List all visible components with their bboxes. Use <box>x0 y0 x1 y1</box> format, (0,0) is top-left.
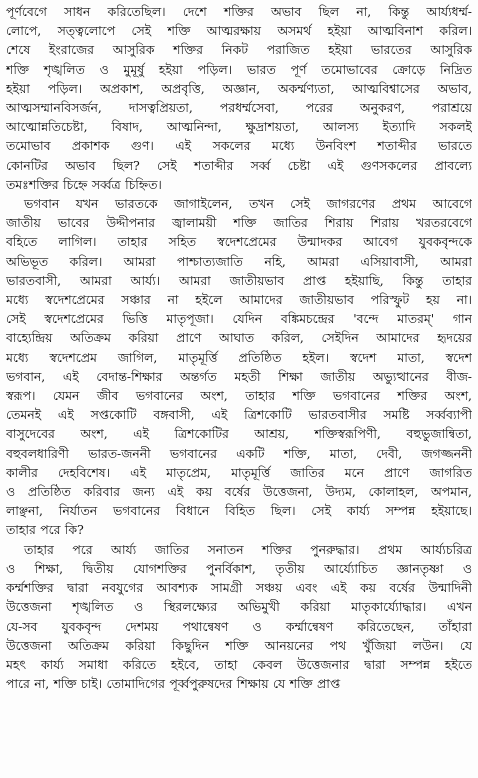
text-line: কোনটির অভাব ছিল? সেই শতাব্দীর সর্ব্ব চেষ্টা এই গুণসকলের প্রাবল্যে <box>6 157 472 173</box>
text-line: শক্তি শৃঙ্খলিত ও মুমূর্ষু হইয়া পড়িল। ভারত পূর্ণ তমোভাবের ক্রোড়ে নিদ্রিত <box>6 61 472 77</box>
text-line: বাসুদেবের অংশ, এই ত্রিশকোটির আশ্রয়, শক্তিস্বরূপিণী, বহুভুজান্বিতা, <box>6 426 472 442</box>
text-line: পূর্ণবেগে সাধন করিতেছিল। দেশে শক্তির অভাব ছিল না, কিন্তু আর্য্যধর্ম্ম- <box>6 4 472 19</box>
paragraph-1 <box>6 2 472 194</box>
text-line: তমঃশক্তির চিহ্নে সর্ব্বত্র চিহ্নিত। <box>6 176 162 192</box>
text-line: আত্মোন্নতিচেষ্টা, বিষাদ, আত্মনিন্দা, ক্ষুদ্রাশয়তা, আলস্য ইত্যাদি সকলই <box>6 119 472 135</box>
text-line: তাহার পরে কি? <box>6 522 84 538</box>
text-line: কালীর দেহবিশেষ। এই মাতৃপ্রেম, মাতৃমূর্ত্তি জাতির মনে প্রাণে জাগরিত <box>6 464 472 480</box>
text-line: ও প্রতিষ্ঠিত করিবার জন্য এই কয় বর্ষের উত্তেজনা, উদ্যম, কোলাহল, অপমান, <box>6 484 472 500</box>
text-line: তমোভাব প্রকাশক গুণ। এই সকলের মধ্যে উনবিংশ শতাব্দীর ভারতে <box>6 138 472 154</box>
text-line: অভিভূত করিল। আমরা পাশ্চাত্যজাতি নহি, আমরা এসিয়াবাসী, আমরা <box>6 253 472 269</box>
text-line: আত্মসম্মানবিসর্জন, দাসত্বপ্রিয়তা, পরধর্ম্মসেবা, পরের অনুকরণ, পরাশ্রয়ে <box>6 100 472 116</box>
text-line: হইয়া পড়িল। অপ্রকাশ, অপ্রবৃত্তি, অজ্ঞান, অকর্ম্মণ্যতা, আত্মবিশ্বাসের অভাব, <box>6 80 472 96</box>
text-line: যে-সব যুবকবৃন্দ দেশময় পথান্বেষণ ও কর্ম্মান্বেষণ করিতেছেন, তাঁহারা <box>6 618 472 634</box>
text-line: বাহ্যেন্দ্রিয় অতিক্রম করিয়া প্রাণে আঘাত করিল, সেইদিন আমাদের হৃদয়ের <box>6 330 472 346</box>
text-line: উত্তেজনা অতিক্রম করিয়া কিছুদিন শক্তি আনয়নের পথ খুঁজিয়া লউন। যে <box>6 637 472 653</box>
text-line: বহুবলধারিণী ভারত-জননী ভগবানের একটি শক্তি, মাতা, দেবী, জগজ্জননী <box>6 445 472 461</box>
text-line: পারে না, শক্তি চাই। তোমাদিগের পূর্ব্বপুরুষদের শিক্ষায় যে শক্তি প্রাপ্ত <box>6 676 341 692</box>
text-line: ও শিক্ষা, দ্বিতীয় যোগশক্তির পুনর্বিকাশ, তৃতীয় আর্য্যোচিত জ্ঞানতৃষ্ণা ও <box>6 560 472 576</box>
text-line: মধ্যে স্বদেশপ্রেম জাগিল, মাতৃমূর্ত্তি প্রতিষ্ঠিত হইল। স্বদেশ মাতা, স্বদেশ <box>6 349 472 365</box>
text-line: ভগবান, এই বেদান্ত-শিক্ষার অন্তর্গত মহতী শিক্ষা জাতীয় অভ্যুত্থানের বীজ- <box>6 368 472 384</box>
text-line: ভগবান যখন ভারতকে জাগাইলেন, তখন সেই জাগরণের প্রথম আবেগে <box>24 196 472 212</box>
text-line: বহিতে লাগিল। তাহার সহিত স্বদেশপ্রেমের উন্মাদকর আবেগ যুবকবৃন্দকে <box>6 234 472 250</box>
text-line: সেই স্বদেশপ্রেমের ভিত্তি মাতৃপূজা। যেদিন বঙ্কিমচন্দ্রের 'বন্দে মাতরম্' গান <box>6 311 472 327</box>
paragraph-2 <box>6 194 472 540</box>
text-line: জাতীয় ভাবের উদ্দীপনার জ্বালাময়ী শক্তি জাতির শিরায় শিরায় খরতরবেগে <box>6 215 472 231</box>
text-line: কর্ম্মশক্তির দ্বারা নবযুগের আবশ্যক সামগ্রী সঞ্চয় এবং এই কয় বর্ষের উন্মাদিনী <box>6 580 472 596</box>
text-line: মধ্যে স্বদেশপ্রেমের সঞ্চার না হইলে আমাদের জাতীয়ভাব পরিস্ফুট হয় না। <box>6 292 472 308</box>
text-line: লোপে, সত্ত্বলোপে সেই শক্তি আত্মরক্ষায় অসমর্থ হইয়া আত্মবিনাশ করিল। <box>6 23 472 39</box>
text-line: মহৎ কার্য্য সমাধা করিতে হইবে, তাহা কেবল উত্তেজনার দ্বারা সম্পন্ন হইতে <box>6 656 472 672</box>
text-line: উত্তেজনা শৃঙ্খলিত ও স্থিরলক্ষ্যের অভিমুখী করিয়া মাতৃকার্য্যোদ্ধার। এখন <box>6 599 472 615</box>
text-line: তাহার পরে আর্য্য জাতির সনাতন শক্তির পুনরুদ্ধার। প্রথম আর্য্যচরিত্র <box>24 541 472 557</box>
text-line: স্বরূপ। যেমন জীব ভগবানের অংশ, তাহার শক্তি ভগবানের শক্তির অংশ, <box>6 388 472 404</box>
text-line: শেষে ইংরাজের আসুরিক শক্তির নিকট পরাজিত হইয়া ভারতের আসুরিক <box>6 42 472 58</box>
paragraph-3 <box>6 540 472 694</box>
text-line: লাঞ্ছনা, নির্যাতন ভগবানের বিধানে বিহিত ছিল। সেই কার্য্য সম্পন্ন হইয়াছে। <box>6 503 472 519</box>
text-line: তেমনই এই সপ্তকোটি বঙ্গবাসী, এই ত্রিশকোটি ভারতবাসীর সমষ্টি সর্ব্বব্যাপী <box>6 407 472 423</box>
text-line: ভারতবাসী, আমরা আর্য্য। আমরা জাতীয়ভাব প্রাপ্ত হইয়াছি, কিন্তু তাহার <box>6 272 472 288</box>
